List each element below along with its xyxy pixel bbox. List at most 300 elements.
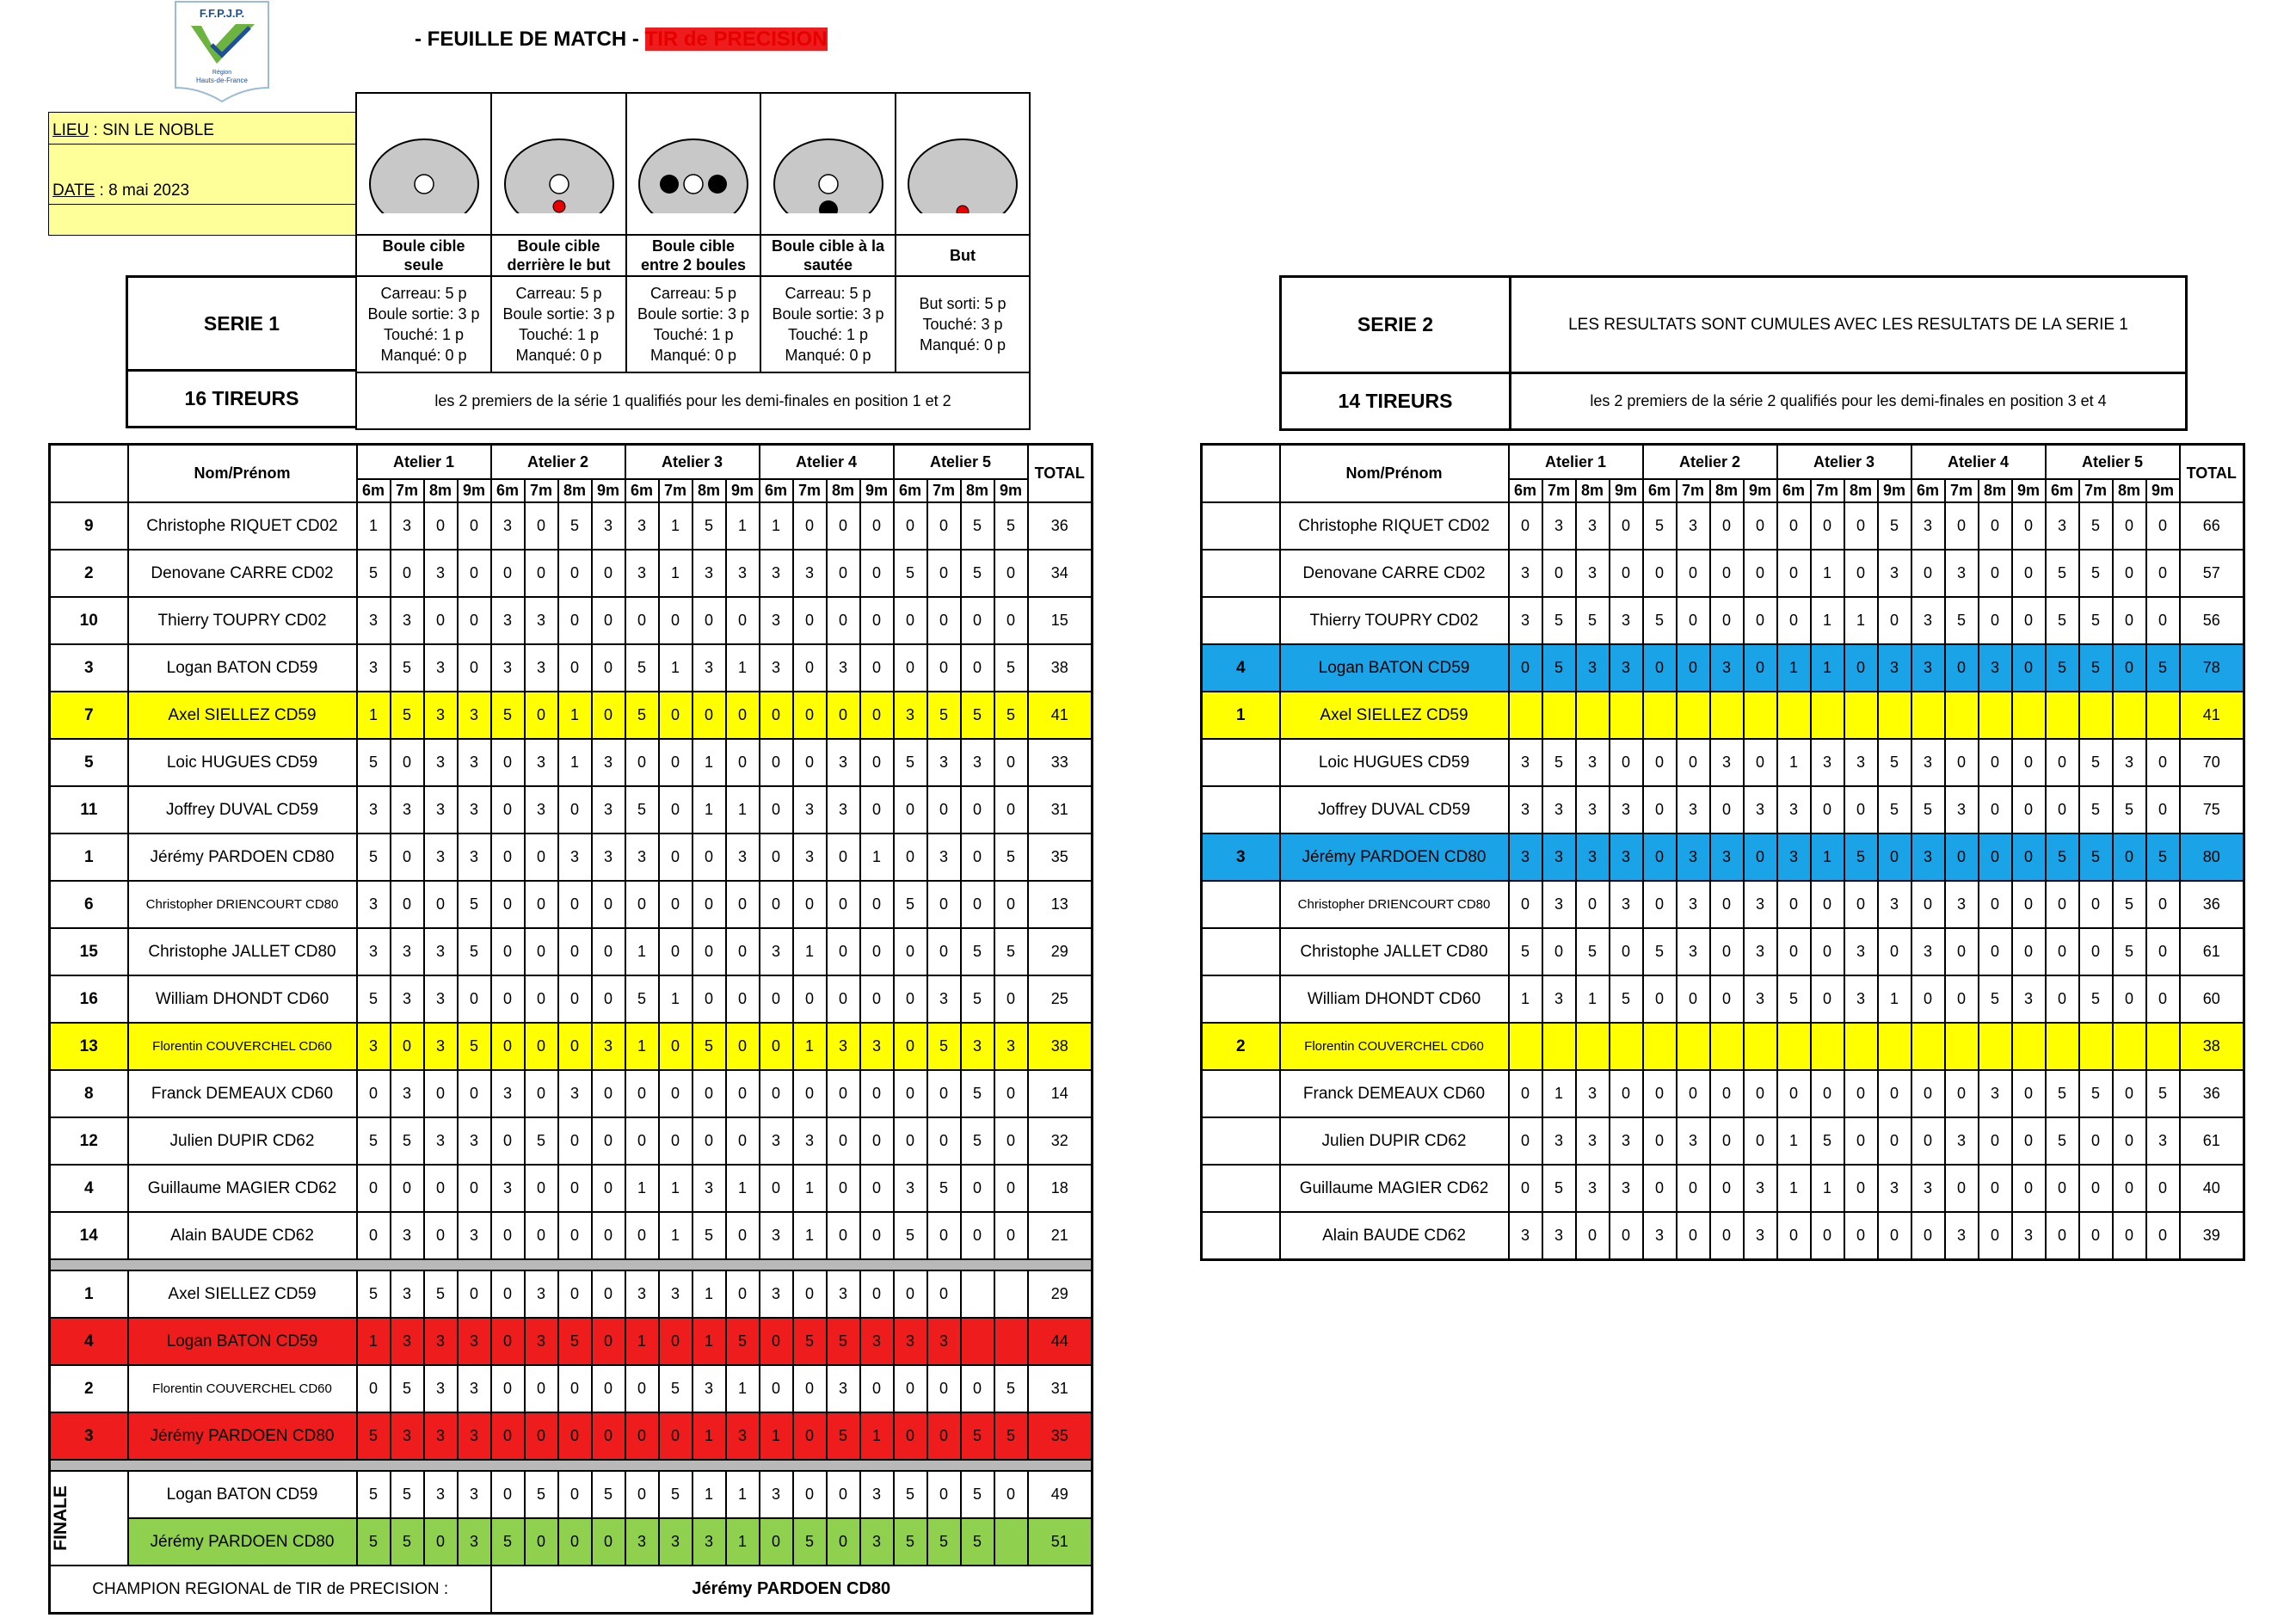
score-cell: 0 xyxy=(1576,881,1610,928)
distance-header: 6m xyxy=(1777,479,1811,502)
rank-cell xyxy=(1202,928,1280,975)
total-cell: 56 xyxy=(2180,597,2244,644)
total-cell: 32 xyxy=(1028,1117,1093,1165)
score-cell: 5 xyxy=(2079,786,2113,834)
score-cell: 0 xyxy=(1945,975,1979,1023)
score-cell xyxy=(1509,1023,1542,1070)
score-cell: 0 xyxy=(793,644,827,692)
score-cell: 5 xyxy=(558,502,592,550)
score-cell: 3 xyxy=(1945,1117,1979,1165)
score-cell: 5 xyxy=(793,1518,827,1566)
score-cell: 3 xyxy=(424,975,458,1023)
score-cell: 5 xyxy=(1542,644,1576,692)
score-cell: 0 xyxy=(927,597,961,644)
score-cell: 1 xyxy=(659,975,693,1023)
score-cell: 0 xyxy=(1911,975,1945,1023)
total-cell: 78 xyxy=(2180,644,2244,692)
serie2-score-table xyxy=(1200,443,2245,1261)
score-cell: 0 xyxy=(1643,550,1677,597)
score-cell: 0 xyxy=(525,692,558,739)
rank-cell xyxy=(1202,1165,1280,1212)
score-cell: 5 xyxy=(894,881,927,928)
player-name: Christophe JALLET CD80 xyxy=(128,928,357,975)
score-cell: 0 xyxy=(860,1212,894,1259)
table-row xyxy=(50,1165,1093,1212)
score-cell: 3 xyxy=(357,786,391,834)
score-cell: 0 xyxy=(1643,1117,1677,1165)
score-cell xyxy=(1911,1023,1945,1070)
score-cell: 0 xyxy=(391,881,424,928)
score-cell xyxy=(1744,692,1777,739)
player-name: Axel SIELLEZ CD59 xyxy=(128,692,357,739)
score-cell: 0 xyxy=(1744,739,1777,786)
total-cell: 29 xyxy=(1028,1270,1093,1318)
player-name: William DHONDT CD60 xyxy=(1280,975,1509,1023)
score-cell: 3 xyxy=(659,1270,693,1318)
score-cell: 0 xyxy=(2113,975,2146,1023)
score-cell: 0 xyxy=(2146,1165,2180,1212)
rank-cell: 1 xyxy=(50,834,128,881)
score-cell xyxy=(1643,1023,1677,1070)
score-cell: 0 xyxy=(659,1070,693,1117)
score-cell: 3 xyxy=(1911,1165,1945,1212)
score-cell: 0 xyxy=(693,928,726,975)
score-cell: 5 xyxy=(1911,786,1945,834)
score-cell: 0 xyxy=(2113,597,2146,644)
rank-cell xyxy=(1202,1070,1280,1117)
score-cell: 5 xyxy=(1610,975,1643,1023)
score-cell xyxy=(994,1270,1028,1318)
score-cell: 0 xyxy=(693,881,726,928)
score-cell: 3 xyxy=(1911,739,1945,786)
score-cell: 0 xyxy=(860,692,894,739)
score-cell: 3 xyxy=(625,1518,659,1566)
score-cell: 3 xyxy=(827,1365,860,1412)
score-cell: 3 xyxy=(827,644,860,692)
score-cell: 1 xyxy=(1811,597,1844,644)
score-cell: 3 xyxy=(1777,786,1811,834)
score-cell: 0 xyxy=(2146,1212,2180,1260)
score-cell: 3 xyxy=(1610,786,1643,834)
score-cell: 1 xyxy=(726,1471,760,1518)
score-cell: 0 xyxy=(827,881,860,928)
score-cell: 0 xyxy=(894,928,927,975)
score-cell: 3 xyxy=(2046,502,2079,550)
score-cell: 1 xyxy=(793,928,827,975)
score-cell: 3 xyxy=(491,1070,525,1117)
atelier-header: Atelier 5 xyxy=(2046,445,2180,480)
score-cell: 5 xyxy=(2079,834,2113,881)
total-cell: 60 xyxy=(2180,975,2244,1023)
score-cell: 1 xyxy=(693,1412,726,1460)
score-cell: 3 xyxy=(424,1318,458,1365)
rank-cell: 9 xyxy=(50,502,128,550)
table-row xyxy=(1202,644,2244,692)
atelier-header: Atelier 3 xyxy=(625,445,760,480)
score-cell xyxy=(994,1518,1028,1566)
total-cell: 38 xyxy=(2180,1023,2244,1070)
score-cell: 3 xyxy=(726,834,760,881)
score-cell xyxy=(961,1270,994,1318)
score-cell: 0 xyxy=(592,928,625,975)
score-cell: 0 xyxy=(592,1518,625,1566)
score-cell: 0 xyxy=(693,692,726,739)
score-cell: 0 xyxy=(1677,597,1710,644)
score-cell: 0 xyxy=(2079,1165,2113,1212)
score-cell: 3 xyxy=(1542,786,1576,834)
distance-header: 8m xyxy=(961,479,994,502)
player-name: Christopher DRIENCOURT CD80 xyxy=(128,881,357,928)
score-cell: 0 xyxy=(927,1365,961,1412)
score-cell: 1 xyxy=(793,1212,827,1259)
score-cell: 0 xyxy=(1610,550,1643,597)
score-cell: 0 xyxy=(994,1117,1028,1165)
score-cell: 0 xyxy=(592,1212,625,1259)
score-cell xyxy=(1979,692,2012,739)
score-cell: 0 xyxy=(1945,1070,1979,1117)
score-cell: 0 xyxy=(860,597,894,644)
score-cell: 3 xyxy=(625,550,659,597)
score-cell: 3 xyxy=(357,928,391,975)
score-cell: 0 xyxy=(961,881,994,928)
score-cell: 0 xyxy=(927,786,961,834)
score-cell: 0 xyxy=(1777,550,1811,597)
score-cell: 0 xyxy=(1643,975,1677,1023)
score-cell: 3 xyxy=(424,1412,458,1460)
score-cell: 1 xyxy=(659,1165,693,1212)
distance-header: 8m xyxy=(1979,479,2012,502)
score-cell: 0 xyxy=(994,975,1028,1023)
score-cell: 3 xyxy=(491,597,525,644)
target-caption: Boule cible seule xyxy=(356,235,491,276)
rank-cell: 1 xyxy=(1202,692,1280,739)
distance-header: 7m xyxy=(1811,479,1844,502)
score-cell: 1 xyxy=(693,786,726,834)
player-name: Florentin COUVERCHEL CD60 xyxy=(128,1365,357,1412)
venue-line: LIEU : SIN LE NOBLE xyxy=(52,121,214,139)
score-cell: 0 xyxy=(592,881,625,928)
distance-header: 7m xyxy=(525,479,558,502)
score-cell: 0 xyxy=(659,1117,693,1165)
score-cell: 1 xyxy=(1777,1117,1811,1165)
table-row xyxy=(50,1412,1093,1460)
atelier-header: Atelier 1 xyxy=(1509,445,1643,480)
serie2-label: SERIE 2 xyxy=(1281,277,1511,373)
score-cell: 0 xyxy=(357,1165,391,1212)
score-cell: 0 xyxy=(827,597,860,644)
score-cell: 0 xyxy=(827,1471,860,1518)
score-cell: 5 xyxy=(2113,928,2146,975)
table-row xyxy=(50,597,1093,644)
ffpjp-logo xyxy=(172,0,272,103)
score-cell: 5 xyxy=(1509,928,1542,975)
player-name: Florentin COUVERCHEL CD60 xyxy=(1280,1023,1509,1070)
score-cell: 0 xyxy=(491,739,525,786)
score-cell: 0 xyxy=(2146,975,2180,1023)
score-cell: 0 xyxy=(961,786,994,834)
score-cell: 0 xyxy=(1945,1165,1979,1212)
score-cell: 5 xyxy=(961,692,994,739)
total-cell: 21 xyxy=(1028,1212,1093,1259)
rank-cell: 2 xyxy=(50,550,128,597)
score-cell: 1 xyxy=(860,834,894,881)
score-cell xyxy=(1945,692,1979,739)
score-cell: 5 xyxy=(2146,644,2180,692)
score-cell: 0 xyxy=(1677,1165,1710,1212)
score-cell: 0 xyxy=(2046,881,2079,928)
score-cell: 3 xyxy=(860,1518,894,1566)
score-cell: 0 xyxy=(1811,881,1844,928)
score-cell: 0 xyxy=(1979,550,2012,597)
score-cell: 0 xyxy=(659,881,693,928)
score-cell: 0 xyxy=(1777,502,1811,550)
score-cell: 3 xyxy=(1677,502,1710,550)
score-cell: 0 xyxy=(760,692,793,739)
score-cell: 0 xyxy=(2146,881,2180,928)
score-cell: 3 xyxy=(726,550,760,597)
score-cell: 5 xyxy=(927,1518,961,1566)
score-cell: 3 xyxy=(693,644,726,692)
score-cell: 0 xyxy=(1777,1212,1811,1260)
score-cell: 1 xyxy=(726,786,760,834)
champion-name: Jérémy PARDOEN CD80 xyxy=(491,1566,1093,1614)
rank-cell: 2 xyxy=(1202,1023,1280,1070)
score-cell: 5 xyxy=(558,1318,592,1365)
score-cell: 0 xyxy=(558,928,592,975)
serie1-score-table xyxy=(48,443,1093,1615)
score-cell: 5 xyxy=(1878,502,1911,550)
score-cell: 0 xyxy=(894,1270,927,1318)
score-cell: 0 xyxy=(927,644,961,692)
score-cell: 5 xyxy=(1643,502,1677,550)
score-cell: 0 xyxy=(860,502,894,550)
score-cell: 3 xyxy=(860,1023,894,1070)
score-cell: 0 xyxy=(1911,1212,1945,1260)
target-types-table xyxy=(355,92,1031,430)
target-points: Carreau: 5 p Boule sortie: 3 p Touché: 1 p Manqué: 0 p xyxy=(356,276,491,372)
score-cell: 0 xyxy=(1844,1070,1878,1117)
score-cell: 0 xyxy=(1710,1117,1744,1165)
score-cell: 0 xyxy=(424,1212,458,1259)
score-cell: 0 xyxy=(894,1070,927,1117)
score-cell: 0 xyxy=(625,1117,659,1165)
score-cell: 0 xyxy=(2012,739,2046,786)
score-cell: 5 xyxy=(1945,597,1979,644)
score-cell: 0 xyxy=(760,1165,793,1212)
distance-header: 6m xyxy=(1509,479,1542,502)
score-cell: 5 xyxy=(357,1471,391,1518)
score-cell: 3 xyxy=(424,1471,458,1518)
score-cell xyxy=(1777,1023,1811,1070)
score-cell xyxy=(961,1318,994,1365)
score-cell: 0 xyxy=(1744,597,1777,644)
score-cell: 5 xyxy=(391,1365,424,1412)
score-cell: 0 xyxy=(525,834,558,881)
score-cell xyxy=(1844,1023,1878,1070)
player-name: Axel SIELLEZ CD59 xyxy=(1280,692,1509,739)
score-cell: 5 xyxy=(2079,644,2113,692)
score-cell: 5 xyxy=(827,1318,860,1365)
score-cell xyxy=(1610,692,1643,739)
score-cell: 0 xyxy=(994,786,1028,834)
score-cell: 5 xyxy=(2079,502,2113,550)
score-cell: 0 xyxy=(994,881,1028,928)
table-row xyxy=(1202,1023,2244,1070)
score-cell: 3 xyxy=(391,1318,424,1365)
score-cell: 0 xyxy=(1979,597,2012,644)
score-cell: 3 xyxy=(1643,1212,1677,1260)
score-cell: 3 xyxy=(592,834,625,881)
score-cell: 0 xyxy=(1744,502,1777,550)
score-cell: 1 xyxy=(1509,975,1542,1023)
score-cell: 3 xyxy=(491,1165,525,1212)
atelier-header: Atelier 4 xyxy=(1911,445,2046,480)
score-cell: 3 xyxy=(1509,1212,1542,1260)
score-cell: 0 xyxy=(793,975,827,1023)
score-cell xyxy=(2079,1023,2113,1070)
score-cell: 0 xyxy=(927,1471,961,1518)
score-cell: 0 xyxy=(693,597,726,644)
score-cell: 3 xyxy=(558,1070,592,1117)
table-row xyxy=(50,881,1093,928)
score-cell: 5 xyxy=(693,502,726,550)
score-cell: 0 xyxy=(592,1318,625,1365)
score-cell: 0 xyxy=(1878,834,1911,881)
score-cell: 3 xyxy=(760,1212,793,1259)
table-row xyxy=(1202,1212,2244,1260)
table-row xyxy=(1202,975,2244,1023)
score-cell: 0 xyxy=(1844,502,1878,550)
rank-cell: 3 xyxy=(1202,834,1280,881)
score-cell: 0 xyxy=(1945,739,1979,786)
score-cell: 3 xyxy=(1610,644,1643,692)
score-cell: 0 xyxy=(525,1518,558,1566)
score-cell: 3 xyxy=(458,1518,491,1566)
score-cell: 3 xyxy=(1911,597,1945,644)
score-cell: 3 xyxy=(592,786,625,834)
serie1-note: les 2 premiers de la série 1 qualifiés pour les demi-finales en position 1 et 2 xyxy=(356,372,1030,429)
score-cell: 0 xyxy=(1878,597,1911,644)
score-cell: 0 xyxy=(592,1117,625,1165)
score-cell: 5 xyxy=(894,1518,927,1566)
distance-header: 9m xyxy=(1744,479,1777,502)
score-cell: 1 xyxy=(726,502,760,550)
distance-header: 6m xyxy=(2046,479,2079,502)
player-name: Christophe RIQUET CD02 xyxy=(1280,502,1509,550)
player-name: Denovane CARRE CD02 xyxy=(1280,550,1509,597)
score-cell: 0 xyxy=(2046,975,2079,1023)
score-cell xyxy=(1777,692,1811,739)
score-cell: 0 xyxy=(726,1070,760,1117)
score-cell: 0 xyxy=(1610,502,1643,550)
score-cell: 0 xyxy=(793,1270,827,1318)
score-cell: 0 xyxy=(2046,1212,2079,1260)
score-cell: 0 xyxy=(1911,1070,1945,1117)
score-cell: 0 xyxy=(458,644,491,692)
score-cell: 3 xyxy=(424,550,458,597)
svg-text:Région: Région xyxy=(212,70,232,76)
score-cell: 0 xyxy=(894,786,927,834)
score-cell: 0 xyxy=(1542,550,1576,597)
score-cell: 3 xyxy=(1878,1165,1911,1212)
player-name: Loic HUGUES CD59 xyxy=(1280,739,1509,786)
rank-header xyxy=(1202,445,1280,503)
score-cell: 0 xyxy=(1979,1117,2012,1165)
score-cell: 0 xyxy=(760,975,793,1023)
score-cell: 0 xyxy=(1509,1165,1542,1212)
score-cell: 0 xyxy=(1643,1070,1677,1117)
rank-cell: 4 xyxy=(50,1318,128,1365)
score-cell: 0 xyxy=(558,786,592,834)
rank-header xyxy=(50,445,128,503)
score-cell: 5 xyxy=(961,928,994,975)
total-cell: 51 xyxy=(1028,1518,1093,1566)
score-cell: 3 xyxy=(1844,928,1878,975)
score-cell: 5 xyxy=(592,1471,625,1518)
score-cell: 0 xyxy=(2046,928,2079,975)
score-cell: 3 xyxy=(1979,1070,2012,1117)
score-cell: 3 xyxy=(1576,1117,1610,1165)
total-cell: 36 xyxy=(1028,502,1093,550)
score-cell: 3 xyxy=(625,502,659,550)
score-cell: 0 xyxy=(558,975,592,1023)
table-row xyxy=(50,786,1093,834)
table-row xyxy=(1202,834,2244,881)
score-cell: 0 xyxy=(491,1117,525,1165)
table-row xyxy=(1202,928,2244,975)
rank-cell xyxy=(1202,786,1280,834)
score-cell: 3 xyxy=(1610,881,1643,928)
score-cell: 3 xyxy=(793,786,827,834)
score-cell: 0 xyxy=(760,1070,793,1117)
score-cell: 1 xyxy=(1576,975,1610,1023)
score-cell: 3 xyxy=(424,786,458,834)
score-cell: 5 xyxy=(2113,786,2146,834)
score-cell: 0 xyxy=(726,1212,760,1259)
score-cell: 5 xyxy=(625,692,659,739)
score-cell: 0 xyxy=(1710,928,1744,975)
score-cell: 0 xyxy=(1844,786,1878,834)
score-cell: 0 xyxy=(2012,1117,2046,1165)
score-cell: 0 xyxy=(961,597,994,644)
rank-cell: 4 xyxy=(1202,644,1280,692)
score-cell: 0 xyxy=(558,1270,592,1318)
table-row xyxy=(50,1023,1093,1070)
target-caption: But xyxy=(896,235,1030,276)
score-cell: 3 xyxy=(1509,550,1542,597)
score-cell: 0 xyxy=(357,1365,391,1412)
score-cell: 0 xyxy=(827,1117,860,1165)
score-cell: 0 xyxy=(827,834,860,881)
score-cell xyxy=(1744,1023,1777,1070)
score-cell: 5 xyxy=(357,1117,391,1165)
score-cell: 3 xyxy=(424,739,458,786)
rank-cell: 16 xyxy=(50,975,128,1023)
distance-header: 7m xyxy=(793,479,827,502)
score-cell: 3 xyxy=(391,786,424,834)
score-cell: 5 xyxy=(793,1318,827,1365)
score-cell: 0 xyxy=(760,1318,793,1365)
total-cell: 41 xyxy=(1028,692,1093,739)
score-cell: 0 xyxy=(726,1023,760,1070)
rank-cell xyxy=(1202,1212,1280,1260)
score-cell: 1 xyxy=(760,1412,793,1460)
score-cell: 0 xyxy=(659,692,693,739)
distance-header: 7m xyxy=(1677,479,1710,502)
total-cell: 14 xyxy=(1028,1070,1093,1117)
score-cell: 0 xyxy=(827,1165,860,1212)
score-cell: 0 xyxy=(491,975,525,1023)
